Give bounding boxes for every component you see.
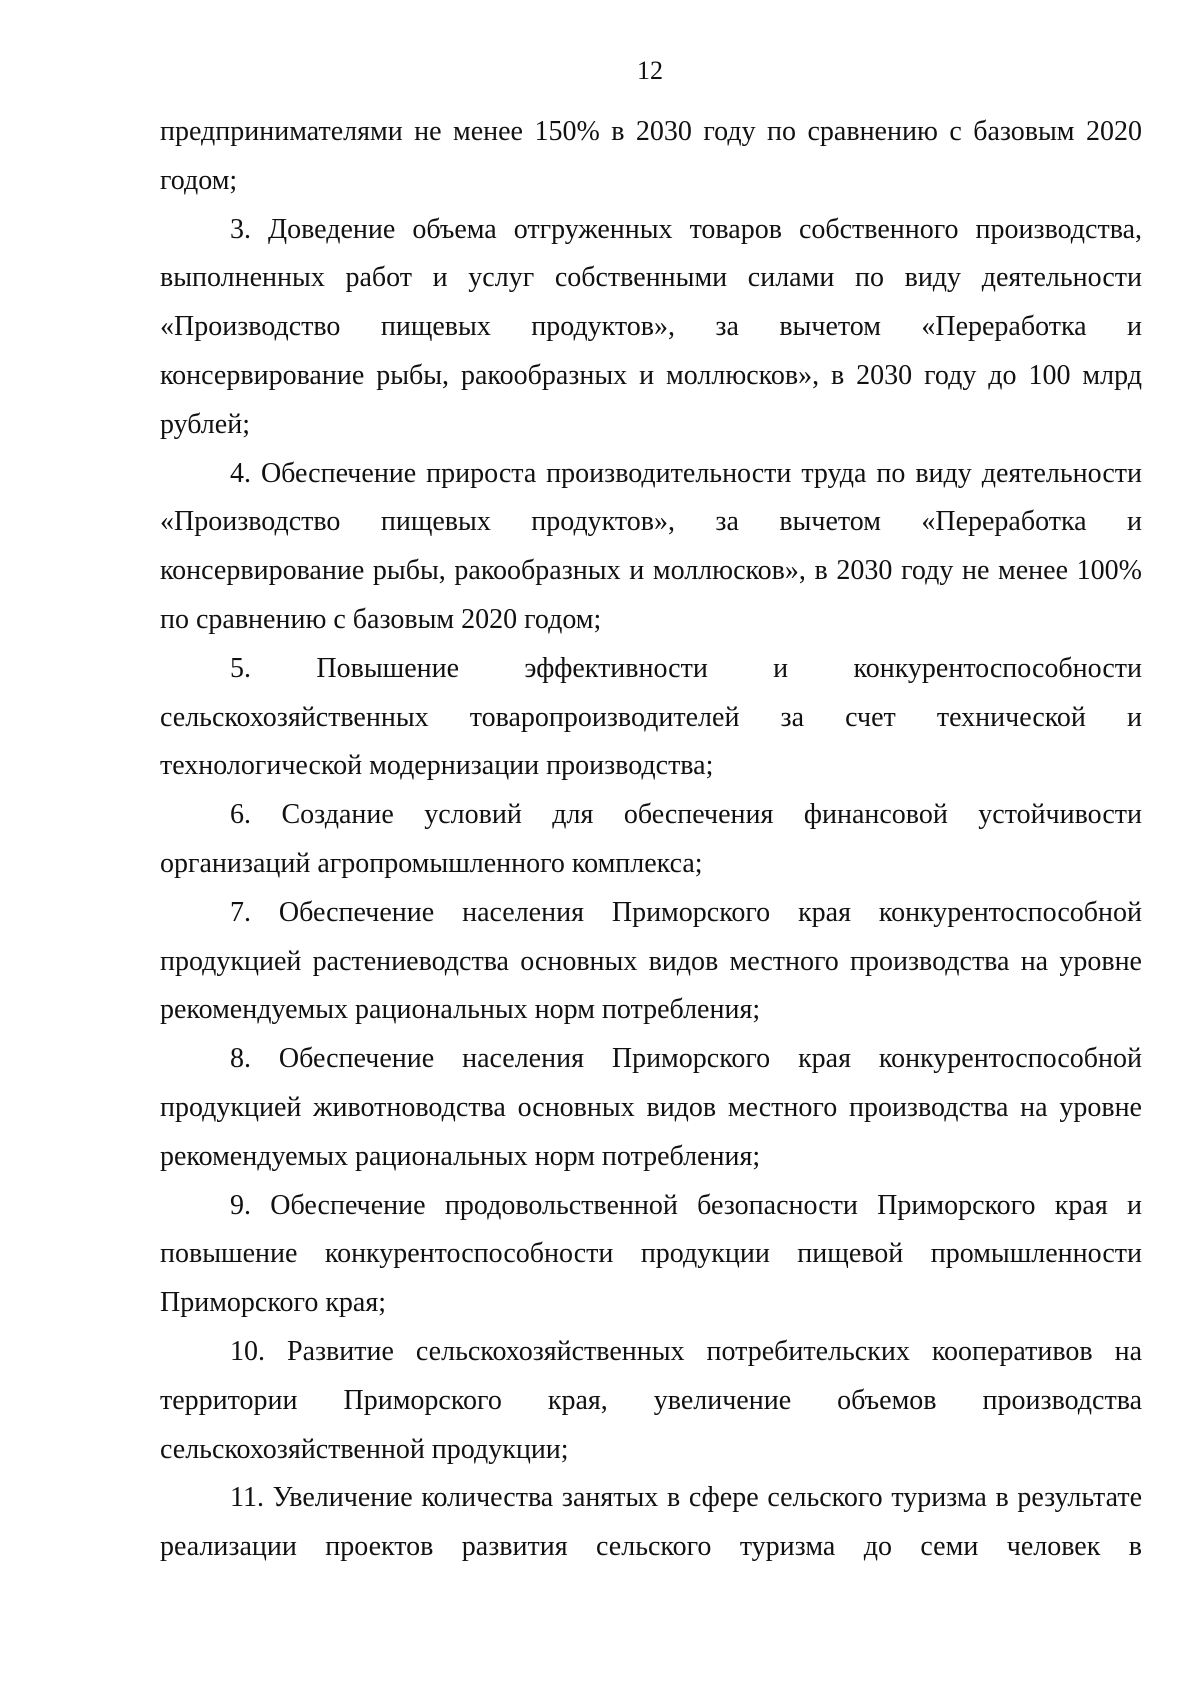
paragraph: 4. Обеспечение прироста производительности труда по виду деятельности «Производство пищевых продуктов», за вычетом «Переработка и консервирование рыбы, ракообразных и моллюсков», в 2030 году не менее 100% по сравнению с базовым 2020 годом; [160, 457, 1142, 635]
paragraph: 10. Развитие сельскохозяйственных потребительских кооперативов на территории Приморского края, увеличение объемов производства сельскохозяйственной продукции; [160, 1335, 1142, 1465]
paragraph: предпринимателями не менее 150% в 2030 году по сравнению с базовым 2020 годом; [160, 116, 1142, 196]
document-body [160, 108, 1142, 1572]
paragraph: 8. Обеспечение населения Приморского края конкурентоспособной продукцией животноводства основных видов местного производства на уровне рекомендуемых рациональных норм потребления; [160, 1043, 1142, 1172]
page-number: 12 [637, 56, 663, 85]
paragraph: 9. Обеспечение продовольственной безопасности Приморского края и повышение конкурентоспособности продукции пищевой промышленности Приморского края; [160, 1189, 1142, 1319]
paragraph: 11. Увеличение количества занятых в сфере сельского туризма в результате реализации проектов развития сельского туризма до семи человек в [160, 1482, 1142, 1563]
paragraph: 6. Создание условий для обеспечения финансовой устойчивости организаций агропромышленного комплекса; [160, 799, 1142, 879]
paragraph: 3. Доведение объема отгруженных товаров собственного производства, выполненных работ и услуг собственными силами по виду деятельности «Производство пищевых продуктов», за вычетом «Переработка и консервирование рыбы, ракообразных и моллюсков», в 2030 году до 100 млрд рублей; [160, 213, 1142, 440]
paragraph: 5. Повышение эффективности и конкурентоспособности сельскохозяйственных товаропроизводителей за счет технической и технологической модернизации производства; [160, 652, 1142, 782]
paragraph: 7. Обеспечение населения Приморского края конкурентоспособной продукцией растениеводства основных видов местного производства на уровне рекомендуемых рациональных норм потребления; [160, 896, 1142, 1026]
